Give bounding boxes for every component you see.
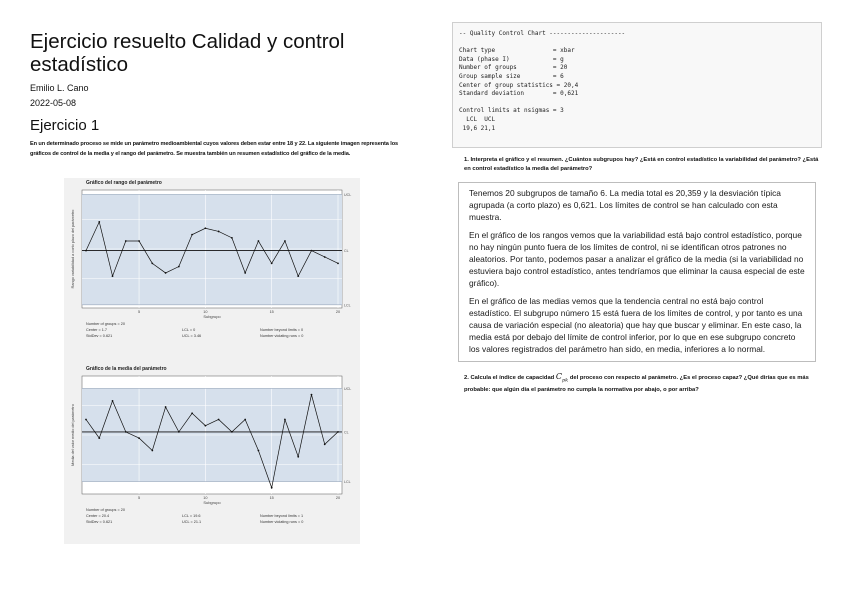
control-limit-label: LCL [344,480,351,485]
data-point [231,431,233,433]
question-1: 1. Interpreta el gráfico y el resumen. ¿Cuántos subgrupos hay? ¿Está en control estadístico la variabilidad del parámetro? ¿Está en control estadístico la media del parámetro? [464,157,819,172]
data-point [125,431,127,433]
summary-stat: LCL = 19.6 [182,514,201,518]
qcc-summary-output: -- Quality Control Chart --------------------- Chart type = xbar Data (phase I) = g Number of groups = 20 Group sample size = 6 Center of group statistics = 20,4 Standard deviation = 0,621 Control limits at nsigmas = 3 LCL UCL 19,6 21,1 [452,22,822,148]
data-point [324,443,326,445]
data-point [98,221,100,223]
data-point [191,412,193,414]
control-limit-label: LCL [344,303,351,308]
data-point [297,456,299,458]
data-point [125,240,127,242]
summary-stat: Number beyond limits = 0 [260,328,304,332]
summary-stat: UCL = 3.46 [182,334,202,338]
control-charts-figure [64,178,360,544]
chart-title: Gráfico del rango del parámetro [86,180,162,186]
control-limit-label: CL [344,430,349,435]
control-limit-label: CL [344,249,349,254]
data-point [218,231,220,233]
data-point [165,406,167,408]
data-point [165,272,167,274]
data-point [258,450,260,452]
control-limit-label: UCL [344,386,352,391]
x-axis-label: Subgrupo [203,500,221,505]
data-point [191,234,193,236]
data-point [112,400,114,402]
summary-stat: Number violating runs = 0 [260,520,304,524]
y-axis-label: Rango variabilidad a corto plazo del parámetro [71,209,75,289]
x-tick-label: 5 [137,310,141,314]
x-tick-label: 5 [137,496,141,500]
data-point [98,437,100,439]
section-heading: Ejercicio 1 [30,117,100,134]
data-point [85,250,87,252]
data-point [204,227,206,229]
data-point [324,256,326,258]
data-point [231,237,233,239]
document-right-column [452,22,822,395]
data-point [151,262,153,264]
x-tick-label: 20 [335,310,341,314]
summary-stat: StdDev = 0.621 [86,334,113,338]
x-tick-label: 15 [269,496,274,500]
summary-stat: StdDev = 0.621 [86,520,113,524]
summary-stat: Number of groups = 20 [86,322,125,326]
document-title: Ejercicio resuelto Calidad y control estadístico [30,30,345,76]
summary-stat: Number of groups = 20 [86,508,125,512]
data-point [297,275,299,277]
data-point [138,437,140,439]
data-point [271,487,273,489]
control-band [82,194,342,304]
question-2-suffix: del proceso con respecto al parámetro. ¿Es el proceso capaz? ¿Qué dirías que es más probable: que algún día el parámetro no cumpla la normativa por abajo, o por arriba? [464,375,809,393]
x-tick-label: 10 [203,310,208,314]
date: 2022-05-08 [30,98,77,108]
summary-stat: Number beyond limits = 1 [260,514,304,518]
x-tick-label: 20 [335,496,341,500]
data-point [85,419,87,421]
data-point [271,262,273,264]
chart-title: Gráfico de la media del parámetro [86,366,167,372]
data-point [178,266,180,268]
question-2 [452,372,822,395]
summary-stat: Center = 20.4 [86,514,110,518]
x-axis-label: Subgrupo [203,314,221,319]
control-charts-svg [64,178,360,544]
data-point [138,240,140,242]
cpk-symbol: $C_{pk}$ [555,372,569,384]
data-point [112,275,114,277]
data-point [311,250,313,252]
data-point [218,419,220,421]
question-2-prefix: 2. Calcula el índice de capacidad [464,375,555,381]
answer-box [458,182,816,362]
data-point [244,272,246,274]
summary-stat: Center = 1.7 [86,328,108,332]
data-point [178,431,180,433]
data-point [258,240,260,242]
data-point [284,419,286,421]
answer-paragraph: En el gráfico de las medias vemos que la tendencia central no está bajo control estadístico. El subgrupo número 15 está fuera de los límites de control, y por tanto es una causa de variación especial (no aleatoria) que hay que buscar y eliminar. En este caso, la media está por debajo del límite de control inferior, por lo que en ese subgrupo concreto los valores registrados del parámetro han sido, en media, inferiores a lo normal. [469,296,803,354]
summary-stat: UCL = 21.1 [182,520,202,524]
data-point [337,262,339,264]
data-point [311,394,313,396]
summary-stat: LCL = 0 [182,328,196,332]
data-point [204,425,206,427]
control-limit-label: UCL [344,192,352,197]
intro-paragraph: En un determinado proceso se mide un parámetro medioambiental cuyos valores deben estar entre 18 y 22. La siguiente imagen representa los gráficos de control de la media y el rango del parámetro. Se muestra también un resumen estadístico del gráfico de la media. [30,141,399,157]
data-point [244,419,246,421]
data-point [284,240,286,242]
answer-paragraph: En el gráfico de los rangos vemos que la variabilidad está bajo control estadístico, porque no hay ningún punto fuera de los límites de control, ni se identifican otros patrones no aleatorios. Por tanto, podemos pasar a analizar el gráfico de la media (si la variabilidad no estuviera bajo control estadístico, antes tendríamos que eliminar la causa especial de este gráfico). [469,230,805,288]
y-axis-label: Media del valor medio del parámetro [71,404,75,466]
data-point [337,431,339,433]
x-tick-label: 10 [203,496,208,500]
x-tick-label: 15 [269,310,274,314]
data-point [151,450,153,452]
document-left-column [30,30,402,159]
author: Emilio L. Cano [30,83,89,93]
answer-paragraph: Tenemos 20 subgrupos de tamaño 6. La media total es 20,359 y la desviación típica agrupada (a corto plazo) es 0,621. Los límites de control se han calculado con esta muestra. [469,188,781,222]
summary-stat: Number violating runs = 0 [260,334,304,338]
